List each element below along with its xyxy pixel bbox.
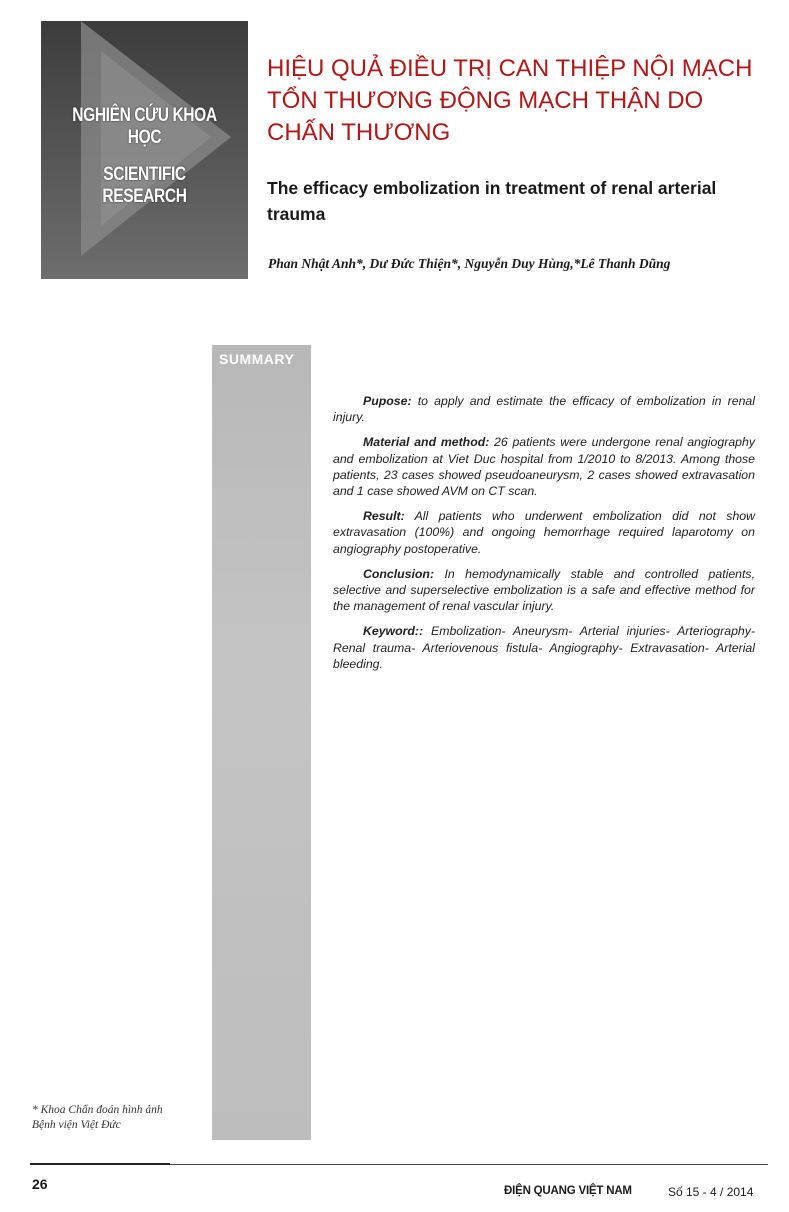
- abstract-method: [333, 434, 755, 499]
- abstract-method-head: Material and method:: [363, 435, 490, 450]
- affiliation-footnote: [32, 1103, 232, 1133]
- abstract-keywords: [333, 623, 755, 672]
- abstract-result: [333, 508, 755, 557]
- abstract-conclusion-text: In hemodynamically stable and controlled patients, selective and superselective embolization is a safe and effective method for the management of renal vascular injury.: [333, 566, 755, 614]
- abstract-conclusion-head: Conclusion:: [363, 566, 435, 581]
- banner-label-en: SCIENTIFIC RESEARCH: [102, 164, 187, 207]
- abstract-purpose-text: to apply and estimate the efficacy of embolization in renal injury.: [333, 394, 755, 425]
- abstract-keywords-text: Embolization- Aneurysm- Arterial injuries- Arteriography- Renal trauma- Arteriovenous fistula- Angiography- Extravasation- Arterial bleeding.: [333, 624, 755, 671]
- abstract: [333, 393, 755, 681]
- arrow-graphic: [41, 21, 248, 279]
- abstract-result-head: Result:: [363, 509, 405, 524]
- footer-divider-accent: [30, 1163, 170, 1165]
- abstract-purpose-head: Pupose:: [363, 394, 412, 408]
- author-list: Phan Nhật Anh*, Dư Đức Thiện*, Nguyễn Duy Hùng,*Lê Thanh Dũng: [268, 256, 671, 271]
- journal-name: ĐIỆN QUANG VIỆT NAM: [504, 1185, 632, 1197]
- article-title-en: The efficacy embolization in treatment of renal arterial trauma: [267, 178, 717, 224]
- footnote-line-2: Bệnh viện Việt Đức: [32, 1119, 121, 1131]
- banner-label-vn: NGHIÊN CỨU KHOA HỌC: [72, 105, 217, 148]
- summary-sidebar: [212, 345, 311, 1140]
- issue-number: Số 15 - 4 / 2014: [668, 1185, 754, 1199]
- abstract-keywords-head: Keyword::: [363, 624, 424, 639]
- abstract-result-text: All patients who underwent embolization did not show extravasation (100%) and ongoing hemorrhage required laparotomy on angiography postoperative.: [333, 509, 755, 556]
- abstract-conclusion: [333, 566, 755, 615]
- footnote-line-1: * Khoa Chẩn đoán hình ảnh: [32, 1104, 163, 1116]
- article-title-vn: HIỆU QUẢ ĐIỀU TRỊ CAN THIỆP NỘI MẠCH TỔN THƯƠNG ĐỘNG MẠCH THẬN DO CHẤN THƯƠNG: [267, 55, 753, 146]
- abstract-method-text: 26 patients were undergone renal angiography and embolization at Viet Duc hospital from 1/2010 to 8/2013. Among those patients, 23 cases showed pseudoaneurysm, 2 cases showed extravasation and 1 case showed AVM on CT scan.: [333, 435, 755, 499]
- summary-heading: SUMMARY: [219, 351, 295, 367]
- abstract-purpose: [333, 393, 755, 425]
- section-banner: [41, 21, 248, 279]
- page-number: 26: [32, 1176, 48, 1192]
